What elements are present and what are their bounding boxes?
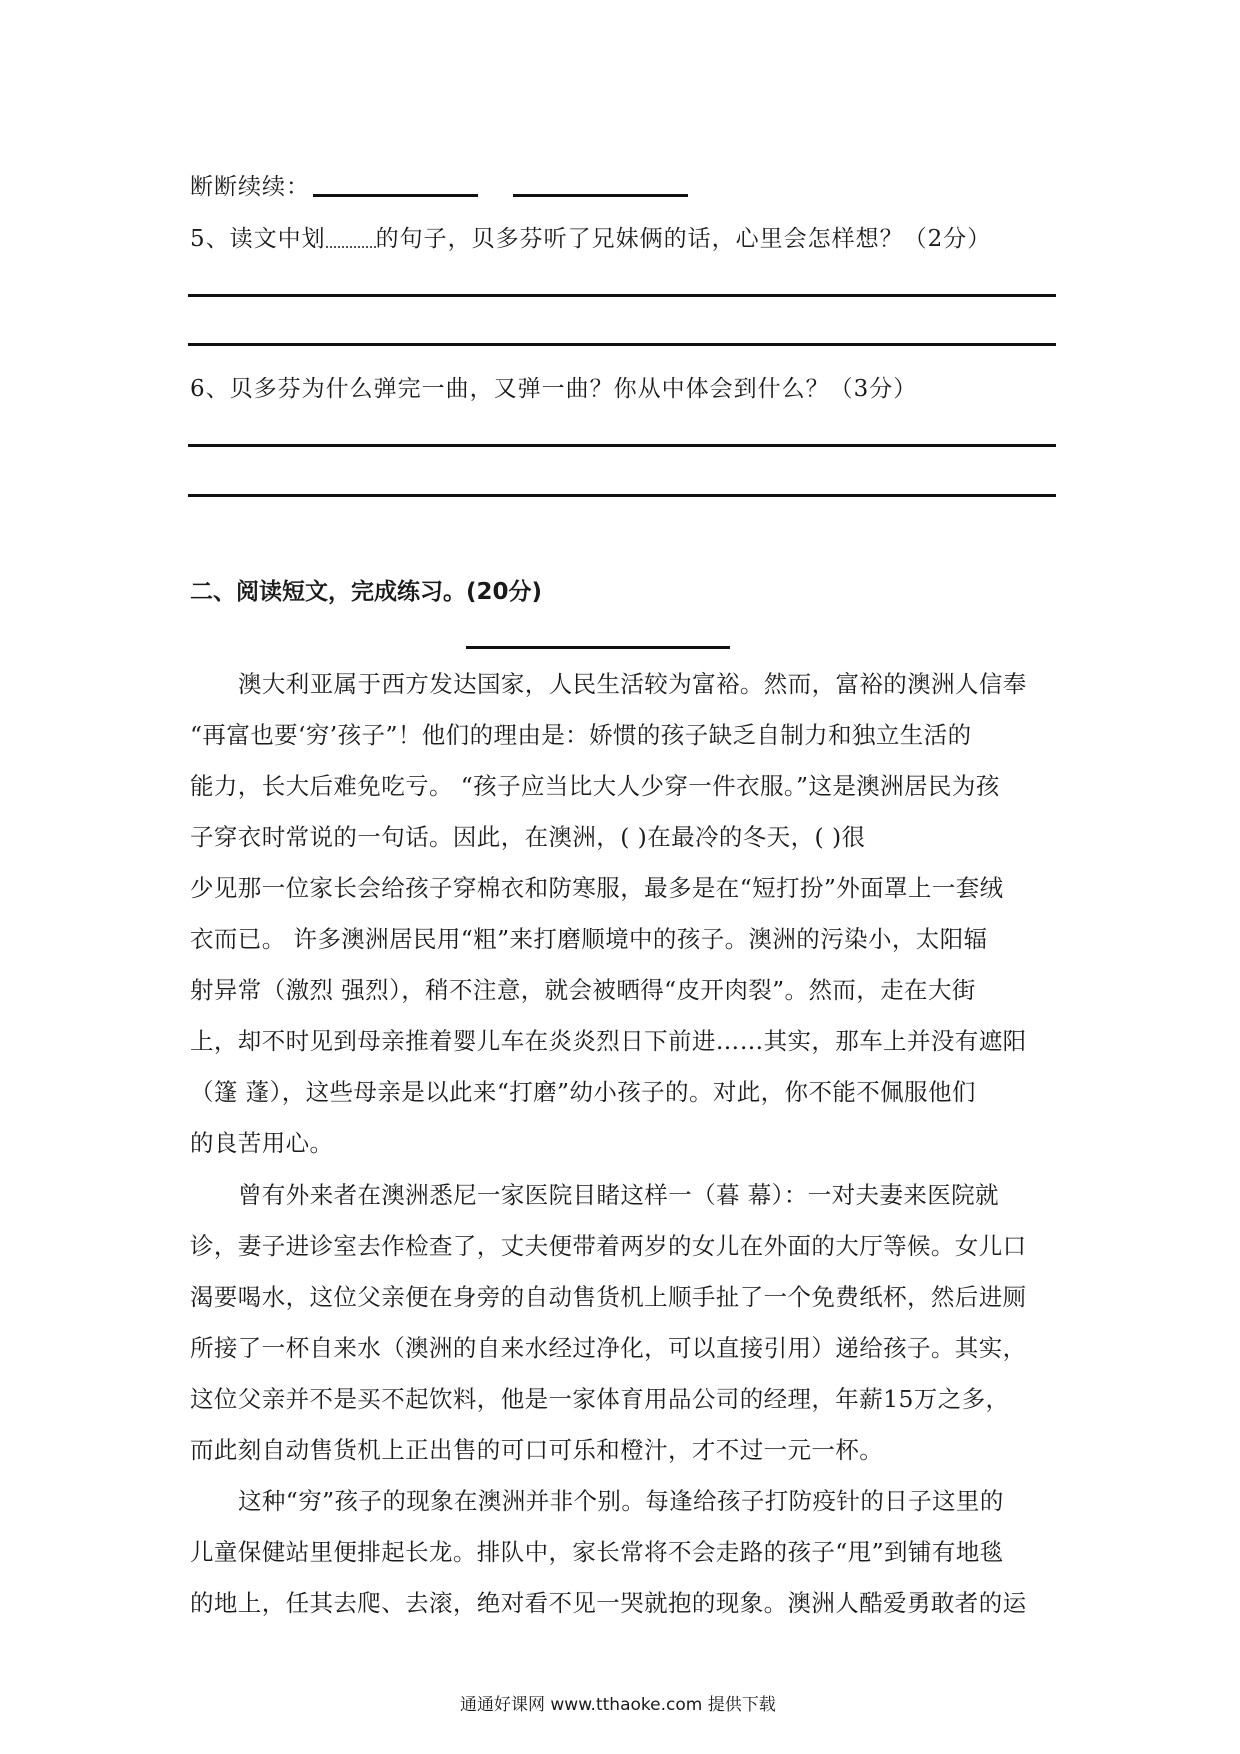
question-5-prefix: 5、读文中划 — [190, 226, 326, 252]
answer-line-q5-2[interactable] — [188, 343, 1056, 346]
passage-paragraph-3 — [190, 1476, 1070, 1629]
answer-blank-2[interactable] — [513, 194, 688, 197]
question-5 — [190, 220, 991, 253]
section-2-title: 二、阅读短文，完成练习。(20分) — [190, 579, 543, 605]
passage-title-blank[interactable] — [466, 646, 730, 649]
p1-line: 能力，长大后难免吃亏。 “孩子应当比大人少穿一件衣服。”这是澳洲居民为孩 — [190, 772, 1000, 800]
duanduan-label: 断断续续： — [190, 174, 310, 200]
passage-paragraph-1 — [190, 659, 1070, 1169]
p1-line: 射异常（激烈 强烈），稍不注意，就会被晒得“皮开肉裂”。然而，走在大街 — [190, 976, 976, 1004]
p1-line: （篷 蓬），这些母亲是以此来“打磨”幼小孩子的。对此，你不能不佩服他们 — [190, 1078, 976, 1106]
p3-line: 儿童保健站里便排起长龙。排队中，家长常将不会走路的孩子“甩”到铺有地毯 — [190, 1538, 1004, 1566]
passage-paragraph-2 — [190, 1170, 1070, 1476]
question-5-suffix: 的句子，贝多芬听了兄妹俩的话，心里会怎样想？（2分） — [375, 226, 992, 252]
p2-line: 诊，妻子进诊室去作检查了，丈夫便带着两岁的女儿在外面的大厅等候。女儿口 — [190, 1232, 1027, 1260]
p1-line: 子穿衣时常说的一句话。因此，在澳洲，( )在最冷的冬天，( )很 — [190, 823, 866, 851]
answer-blank-1[interactable] — [313, 194, 478, 197]
p2-line: 这位父亲并不是买不起饮料，他是一家体育用品公司的经理，年薪15万之多， — [190, 1385, 1010, 1413]
question-6: 6、贝多芬为什么弹完一曲，又弹一曲？你从中体会到什么？（3分） — [190, 376, 918, 402]
p1-line: 衣而已。 许多澳洲居民用“粗”来打磨顺境中的孩子。澳洲的污染小，太阳辐 — [190, 925, 988, 953]
p2-line: 而此刻自动售货机上正出售的可口可乐和橙汁，才不过一元一杯。 — [190, 1436, 884, 1464]
p1-line: 的良苦用心。 — [190, 1129, 334, 1157]
p1-line: “再富也要‘穷’孩子”！他们的理由是：娇惯的孩子缺乏自制力和独立生活的 — [190, 721, 972, 749]
answer-line-q6-1[interactable] — [188, 444, 1056, 447]
p2-line: 曾有外来者在澳洲悉尼一家医院目睹这样一（暮 幕）：一对夫妻来医院就 — [238, 1181, 999, 1209]
answer-line-q6-2[interactable] — [188, 494, 1056, 497]
p1-line: 上，却不时见到母亲推着婴儿车在炎炎烈日下前进……其实，那车上并没有遮阳 — [190, 1027, 1027, 1055]
p1-line: 少见那一位家长会给孩子穿棉衣和防寒服，最多是在“短打扮”外面罩上一套绒 — [190, 874, 1004, 902]
p2-line: 所接了一杯自来水（澳洲的自来水经过净化，可以直接引用）递给孩子。其实， — [190, 1334, 1027, 1362]
p3-line: 这种“穷”孩子的现象在澳洲并非个别。每逢给孩子打防疫针的日子这里的 — [238, 1487, 1004, 1515]
answer-line-q5-1[interactable] — [188, 294, 1056, 297]
p3-line: 的地上，任其去爬、去滚，绝对看不见一哭就抱的现象。澳洲人酷爱勇敢者的运 — [190, 1589, 1027, 1617]
wavy-underline-mark — [326, 226, 376, 248]
p2-line: 渴要喝水，这位父亲便在身旁的自动售货机上顺手扯了一个免费纸杯，然后进厕 — [190, 1283, 1027, 1311]
page-footer: 通通好课网 www.tthaoke.com 提供下载 — [460, 1695, 776, 1715]
p1-line: 澳大利亚属于西方发达国家，人民生活较为富裕。然而，富裕的澳洲人信奉 — [238, 670, 1027, 698]
